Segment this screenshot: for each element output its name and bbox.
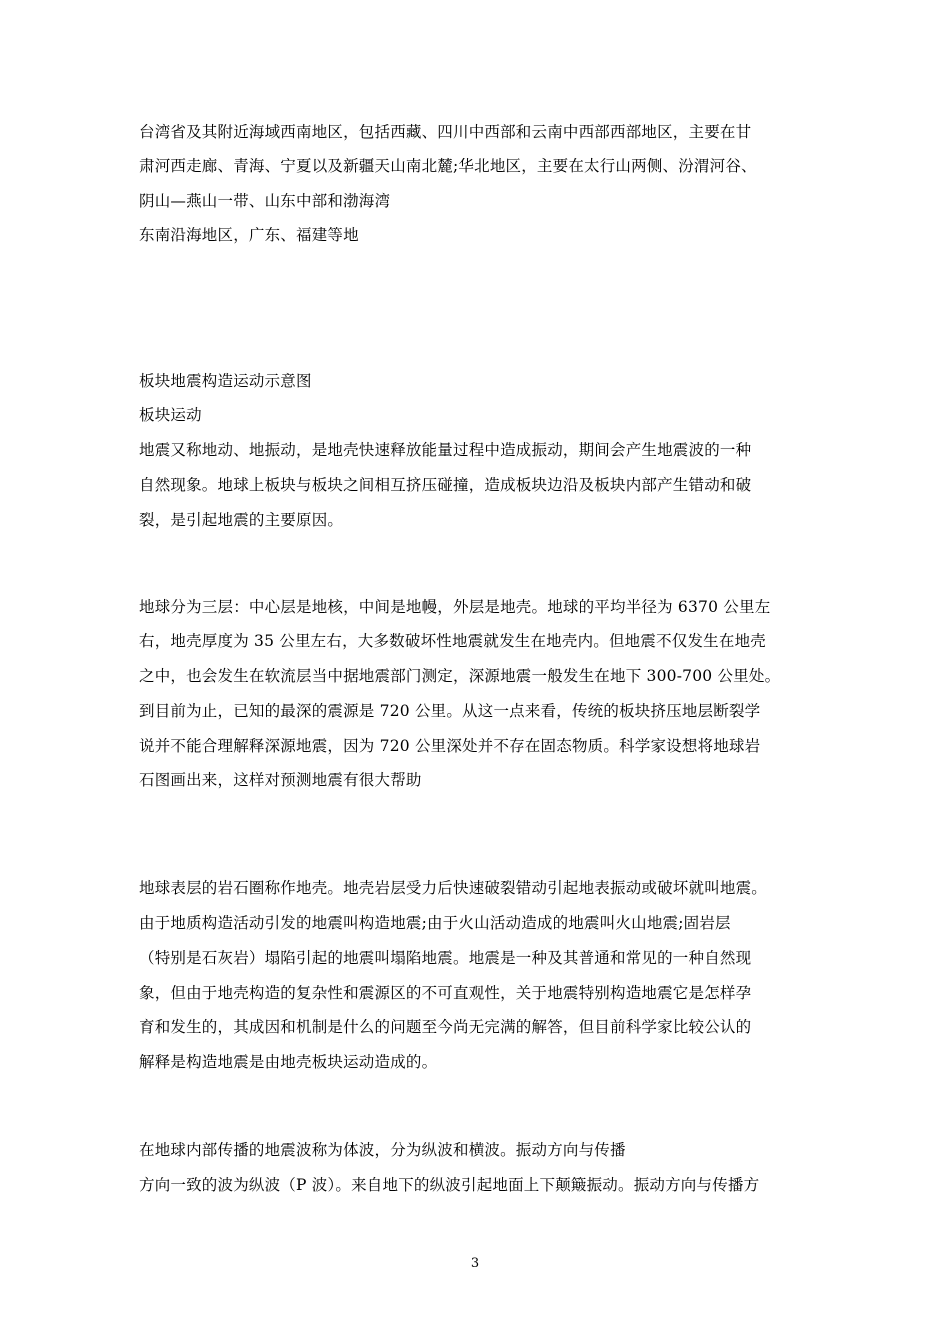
paragraph-line: 象，但由于地壳构造的复杂性和震源区的不可直观性，关于地震特别构造地震它是怎样孕 — [139, 984, 752, 1002]
paragraph-line: 方向一致的波为纵波（P 波）。来自地下的纵波引起地面上下颠簸振动。振动方向与传播方 — [139, 1176, 760, 1194]
paragraph-line: 石图画出来，这样对预测地震有很大帮助 — [139, 771, 422, 789]
paragraph-line: 裂，是引起地震的主要原因。 — [139, 511, 344, 529]
paragraph-line: 到目前为止，已知的最深的震源是 720 公里。从这一点来看，传统的板块挤压地层断裂学 — [139, 702, 761, 720]
page-number: 3 — [470, 1256, 480, 1271]
paragraph-line: 阴山—燕山一带、山东中部和渤海湾 — [139, 192, 391, 210]
paragraph-line: 地球分为三层：中心层是地核，中间是地幔，外层是地壳。地球的平均半径为 6370 公里左 — [139, 598, 771, 616]
paragraph-line: 在地球内部传播的地震波称为体波，分为纵波和横波。振动方向与传播 — [139, 1141, 626, 1159]
paragraph-line: 东南沿海地区，广东、福建等地 — [139, 226, 359, 244]
paragraph-line: 之中，也会发生在软流层当中据地震部门测定，深源地震一般发生在地下 300-700 公里处。 — [139, 667, 781, 685]
figure-caption: 板块地震构造运动示意图 — [139, 372, 312, 390]
paragraph-line: 地震又称地动、地振动，是地壳快速释放能量过程中造成振动，期间会产生地震波的一种 — [139, 441, 752, 459]
paragraph-line: （特别是石灰岩）塌陷引起的地震叫塌陷地震。地震是一种及其普通和常见的一种自然现 — [139, 949, 752, 967]
paragraph-line: 地球表层的岩石圈称作地壳。地壳岩层受力后快速破裂错动引起地表振动或破坏就叫地震。 — [139, 879, 768, 897]
paragraph-line: 由于地质构造活动引发的地震叫构造地震;由于火山活动造成的地震叫火山地震;固岩层 — [139, 914, 731, 932]
paragraph-line: 右，地壳厚度为 35 公里左右，大多数破坏性地震就发生在地壳内。但地震不仅发生在地壳 — [139, 632, 766, 650]
paragraph-line: 解释是构造地震是由地壳板块运动造成的。 — [139, 1053, 438, 1071]
paragraph-line: 肃河西走廊、青海、宁夏以及新疆天山南北麓;华北地区，主要在太行山两侧、汾渭河谷、 — [139, 157, 757, 175]
paragraph-line: 台湾省及其附近海域西南地区，包括西藏、四川中西部和云南中西部西部地区，主要在甘 — [139, 123, 752, 141]
paragraph-line: 自然现象。地球上板块与板块之间相互挤压碰撞，造成板块边沿及板块内部产生错动和破 — [139, 476, 752, 494]
paragraph-line: 说并不能合理解释深源地震，因为 720 公里深处并不存在固态物质。科学家设想将地球岩 — [139, 737, 761, 755]
paragraph-line: 育和发生的，其成因和机制是什么的问题至今尚无完满的解答，但目前科学家比较公认的 — [139, 1018, 752, 1036]
section-heading: 板块运动 — [139, 406, 202, 424]
